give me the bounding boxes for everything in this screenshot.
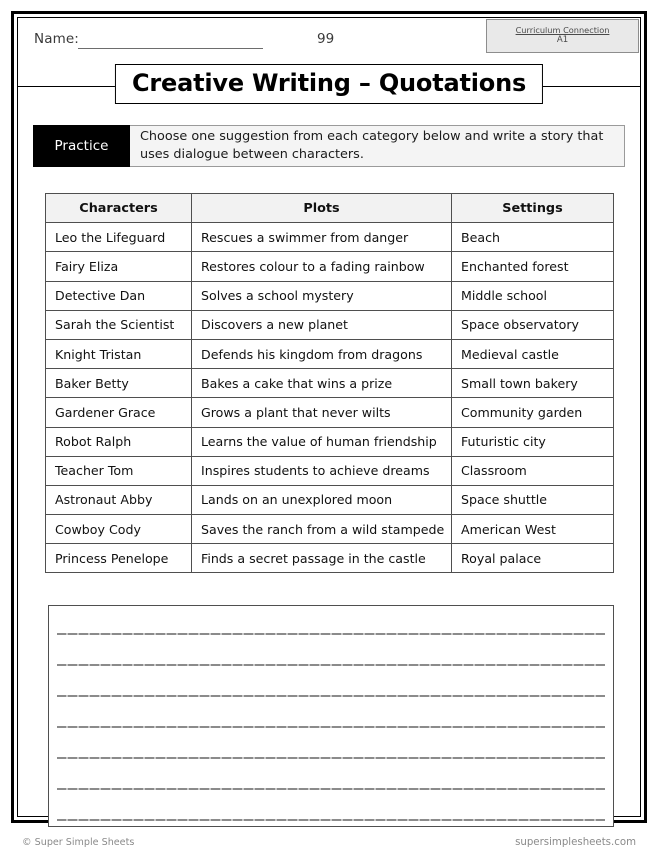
cell-setting: Enchanted forest: [452, 252, 614, 281]
table-header-row: [46, 194, 614, 223]
title-band: [18, 64, 640, 114]
cell-plot: Restores colour to a fading rainbow: [192, 252, 452, 281]
worksheet-page: [11, 11, 647, 823]
cell-plot: Inspires students to achieve dreams: [192, 456, 452, 485]
table-row: [46, 456, 614, 485]
name-label: Name:: [34, 31, 79, 47]
suggestions-table-head: [46, 194, 614, 223]
cell-plot: Saves the ranch from a wild stampede: [192, 515, 452, 544]
worksheet-header: [18, 18, 640, 64]
story-writing-area[interactable]: [48, 605, 614, 827]
column-header-characters: Characters: [46, 194, 192, 223]
practice-instruction-box: [130, 125, 625, 167]
practice-tag-label: Practice: [54, 138, 109, 154]
cell-plot: Finds a secret passage in the castle: [192, 544, 452, 573]
page-number: 99: [317, 31, 335, 47]
curriculum-connection-label: Curriculum Connection: [515, 24, 610, 35]
table-row: [46, 515, 614, 544]
table-row: [46, 544, 614, 573]
cell-plot: Discovers a new planet: [192, 310, 452, 339]
cell-plot: Rescues a swimmer from danger: [192, 223, 452, 252]
cell-character: Cowboy Cody: [46, 515, 192, 544]
worksheet-page-inner: [17, 17, 641, 817]
table-row: [46, 427, 614, 456]
cell-plot: Learns the value of human friendship: [192, 427, 452, 456]
suggestions-table-body: [46, 223, 614, 573]
footer-copyright: © Super Simple Sheets: [22, 837, 135, 848]
cell-setting: Beach: [452, 223, 614, 252]
writing-line[interactable]: [57, 695, 605, 697]
footer-website: supersimplesheets.com: [515, 837, 636, 848]
cell-character: Baker Betty: [46, 369, 192, 398]
cell-character: Knight Tristan: [46, 339, 192, 368]
cell-character: Teacher Tom: [46, 456, 192, 485]
page-footer: [0, 832, 658, 853]
name-write-line[interactable]: [78, 48, 263, 49]
writing-line[interactable]: [57, 819, 605, 821]
suggestions-table: [45, 193, 614, 573]
cell-setting: Community garden: [452, 398, 614, 427]
cell-plot: Solves a school mystery: [192, 281, 452, 310]
worksheet-title-box: [115, 64, 543, 104]
writing-line[interactable]: [57, 726, 605, 728]
column-header-settings: Settings: [452, 194, 614, 223]
cell-setting: American West: [452, 515, 614, 544]
cell-setting: Small town bakery: [452, 369, 614, 398]
table-row: [46, 369, 614, 398]
column-header-plots: Plots: [192, 194, 452, 223]
table-row: [46, 398, 614, 427]
cell-setting: Classroom: [452, 456, 614, 485]
page-title: Creative Writing – Quotations: [131, 69, 527, 97]
practice-instruction-text: Choose one suggestion from each category below and write a story that uses dialogue between characters.: [140, 128, 604, 162]
cell-plot: Grows a plant that never wilts: [192, 398, 452, 427]
writing-line[interactable]: [57, 633, 605, 635]
curriculum-connection-code: A1: [556, 35, 569, 46]
curriculum-connection-badge: [486, 19, 639, 53]
cell-character: Fairy Eliza: [46, 252, 192, 281]
cell-character: Robot Ralph: [46, 427, 192, 456]
table-row: [46, 252, 614, 281]
cell-plot: Defends his kingdom from dragons: [192, 339, 452, 368]
table-row: [46, 223, 614, 252]
cell-setting: Middle school: [452, 281, 614, 310]
cell-plot: Bakes a cake that wins a prize: [192, 369, 452, 398]
cell-setting: Space shuttle: [452, 485, 614, 514]
cell-character: Princess Penelope: [46, 544, 192, 573]
table-row: [46, 281, 614, 310]
cell-plot: Lands on an unexplored moon: [192, 485, 452, 514]
practice-instruction-strip: [33, 125, 625, 167]
practice-tag: [33, 125, 130, 167]
writing-line[interactable]: [57, 664, 605, 666]
cell-setting: Futuristic city: [452, 427, 614, 456]
cell-setting: Royal palace: [452, 544, 614, 573]
table-row: [46, 339, 614, 368]
cell-character: Astronaut Abby: [46, 485, 192, 514]
table-row: [46, 310, 614, 339]
cell-character: Leo the Lifeguard: [46, 223, 192, 252]
cell-character: Gardener Grace: [46, 398, 192, 427]
writing-line[interactable]: [57, 788, 605, 790]
cell-setting: Space observatory: [452, 310, 614, 339]
cell-character: Sarah the Scientist: [46, 310, 192, 339]
writing-line[interactable]: [57, 757, 605, 759]
cell-setting: Medieval castle: [452, 339, 614, 368]
table-row: [46, 485, 614, 514]
cell-character: Detective Dan: [46, 281, 192, 310]
